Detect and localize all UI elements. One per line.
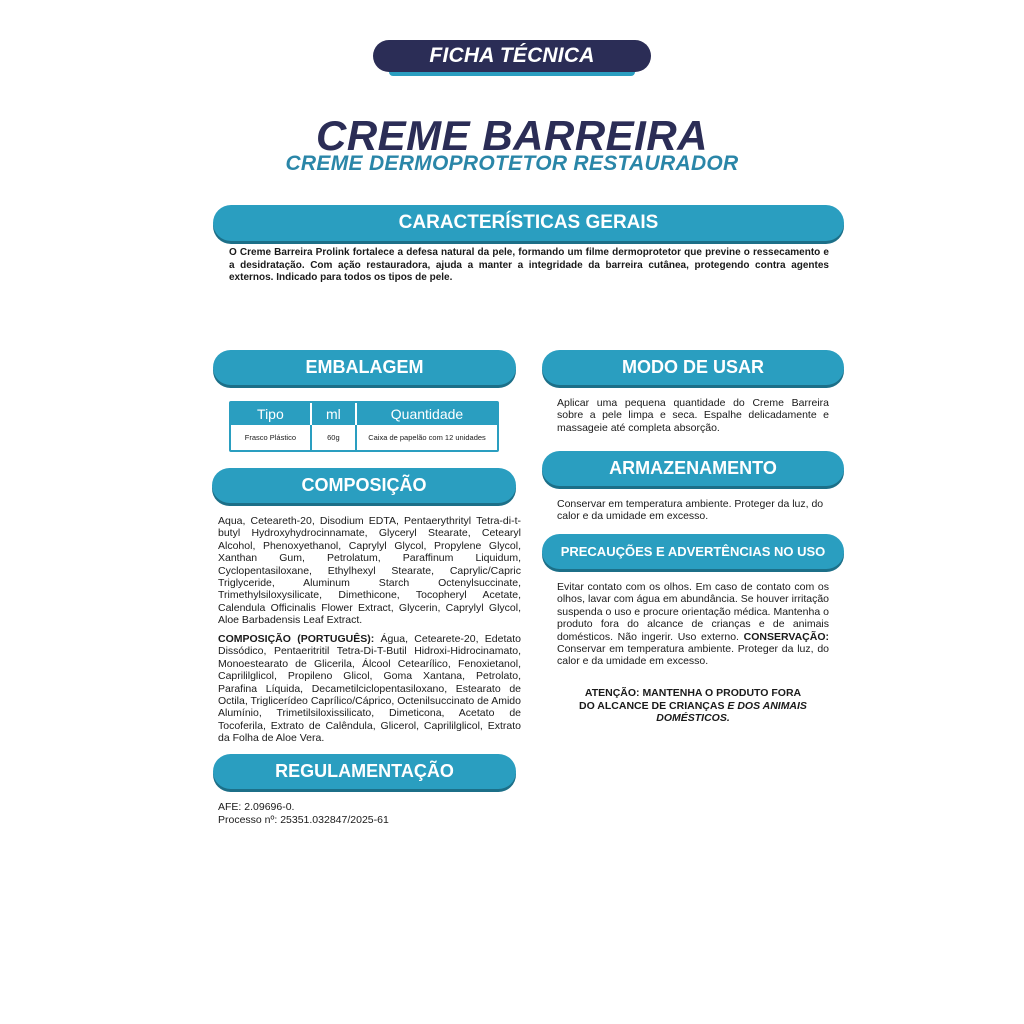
caracteristicas-text: O Creme Barreira Prolink fortalece a defesa natural da pele, formando um filme dermoprotetor que previne o ressecamento e a desidratação. Com ação restauradora, ajuda a manter a integridade da barreira cutânea, protegendo contra agentes externos. Indicado para todos os tipos de pele. bbox=[229, 247, 829, 284]
section-header-regulamentacao bbox=[213, 754, 516, 789]
table-header-quantidade: Quantidade bbox=[356, 403, 497, 425]
section-heading: COMPOSIÇÃO bbox=[301, 475, 427, 495]
embalagem-table bbox=[229, 401, 499, 452]
table-cell: 60g bbox=[311, 425, 356, 450]
section-header-caracteristicas bbox=[213, 205, 844, 241]
atencao-line-2 bbox=[557, 700, 829, 713]
armazenamento-text: Conservar em temperatura ambiente. Proteger da luz, do calor e da umidade em excesso. bbox=[557, 498, 824, 523]
atencao-warning bbox=[557, 687, 829, 725]
badge-label: FICHA TÉCNICA bbox=[373, 40, 651, 72]
composicao-pt-label: COMPOSIÇÃO (PORTUGUÊS): bbox=[218, 633, 375, 645]
table-header-tipo: Tipo bbox=[231, 403, 311, 425]
product-title: CREME BARREIRA bbox=[315, 112, 708, 159]
section-heading: MODO DE USAR bbox=[621, 357, 764, 377]
product-subtitle: CREME DERMOPROTETOR RESTAURADOR bbox=[285, 152, 739, 175]
composicao-text-en: Aqua, Ceteareth-20, Disodium EDTA, Pentaerythrityl Tetra-di-t-butyl Hydroxyhydrocinnamate, Glyceryl Stearate, Cetearyl Alcohol, Phenoxyethanol, Caprylyl Glycol, Propylene Glycol, Xanthan Gum, Petrolatum, Paraffinum Liquidum, Cyclopentasiloxane, Ethylhexyl Stearate, Caprylic/Capric Triglyceride, Aluminum Starch Octenylsuccinate, Trimethylsiloxysilicate, Dimethicone, Tocopheryl Acetate, Calendula Officinalis Flower Extract, Glycerin, Caprylyl Glycol, Aloe Barbadensis Leaf Extract. bbox=[218, 515, 521, 627]
regulamentacao-text bbox=[218, 801, 518, 826]
section-heading: PRECAUÇÕES E ADVERTÊNCIAS NO USO bbox=[560, 544, 826, 559]
precaucoes-text bbox=[557, 581, 829, 668]
composicao-text-pt bbox=[218, 633, 521, 745]
section-header-armazenamento bbox=[542, 451, 844, 486]
atencao-line-2a: DO ALCANCE DE CRIANÇAS bbox=[579, 699, 725, 712]
conservacao-body: Conservar em temperatura ambiente. Proteger da luz, do calor e da umidade em excesso. bbox=[557, 643, 829, 668]
modo-de-usar-text: Aplicar uma pequena quantidade do Creme Barreira sobre a pele limpa e seca. Espalhe delicadamente e massageie até completa absorção. bbox=[557, 397, 829, 434]
conservacao-label: CONSERVAÇÃO: bbox=[743, 630, 829, 643]
section-header-composicao bbox=[212, 468, 516, 503]
section-header-embalagem bbox=[213, 350, 516, 385]
section-header-precaucoes bbox=[542, 534, 844, 569]
header-badge bbox=[373, 40, 651, 78]
section-header-modo-de-usar bbox=[542, 350, 844, 385]
table-cell: Frasco Plástico bbox=[244, 433, 297, 442]
atencao-line-1: ATENÇÃO: MANTENHA O PRODUTO FORA bbox=[584, 687, 802, 699]
composicao-pt-body: Água, Cetearete-20, Edetato Dissódico, Pentaeritritil Tetra-Di-T-Butil Hidroxi-Hidrocinamato, Monoestearato de Glicerila, Álcool Cetearílico, Fenoxietanol, Caprililglicol, Propileno Glicol, Goma Xantana, Petrolato, Parafina Líquida, Decametilciclopentasiloxano, Estearato de Octila, Triglicerídeo Caprílico/Cáprico, Octenilsuccinato de Amido Alumínio, Trimetilsiloxissilicato, Dimeticona, Acetato de Tocoferila, Extrato de Calêndula, Glicerol, Caprililglicol, Extrato da Folha de Aloe Vera. bbox=[218, 633, 521, 745]
processo-number: Processo nº: 25351.032847/2025-61 bbox=[218, 813, 389, 826]
precaucoes-body: Evitar contato com os olhos. Em caso de contato com os olhos, lavar com água em abundância. Se houver irritação suspenda o uso e procure orientação médica. Mantenha o produto fora do alcance de crianças e de animais domésticos. Não ingerir. Uso externo. bbox=[557, 581, 829, 643]
table-row bbox=[231, 425, 497, 450]
section-heading: CARACTERÍSTICAS GERAIS bbox=[398, 212, 659, 233]
section-heading: EMBALAGEM bbox=[305, 357, 424, 377]
atencao-line-2b: E DOS ANIMAIS bbox=[727, 699, 807, 712]
table-header-ml: ml bbox=[311, 403, 356, 425]
atencao-line-3: DOMÉSTICOS. bbox=[656, 712, 730, 725]
section-heading: ARMAZENAMENTO bbox=[609, 458, 777, 478]
table-cell: Caixa de papelão com 12 unidades bbox=[356, 425, 497, 450]
section-heading: REGULAMENTAÇÃO bbox=[275, 761, 454, 781]
afe-number: AFE: 2.09696-0. bbox=[218, 801, 295, 813]
